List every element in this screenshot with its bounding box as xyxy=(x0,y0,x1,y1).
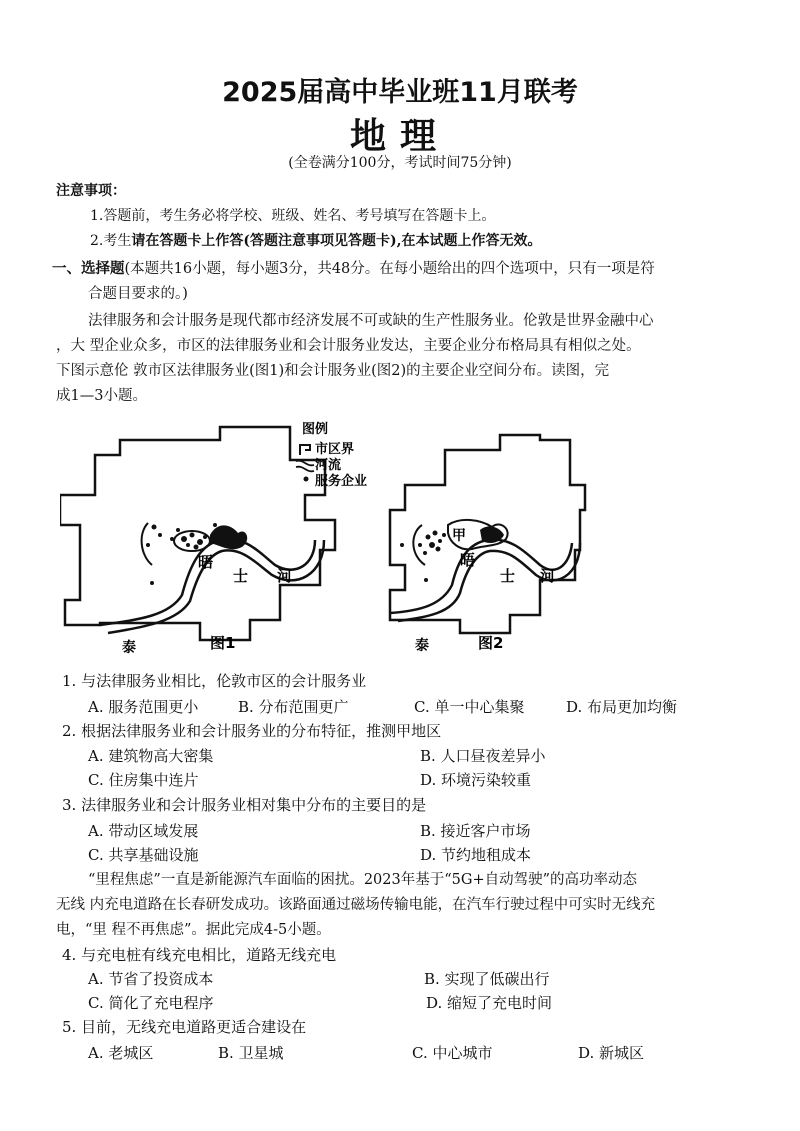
fig2-river-char-3: 河 xyxy=(540,567,556,585)
fig1-river-char-1: 晤 xyxy=(198,553,214,571)
legend-title: 图例 xyxy=(302,422,329,437)
london-map-figure xyxy=(60,415,750,655)
subject-title: 地理 xyxy=(349,116,450,157)
notice-heading: 注意事项： xyxy=(56,183,126,199)
notice-item-2-prefix: 2.考生 xyxy=(90,233,132,249)
fig2-region-label: 甲 xyxy=(452,528,466,544)
legend-river-label: 河流 xyxy=(315,458,342,473)
question-4-option-c: C. 简化了充电程序 xyxy=(88,994,214,1012)
question-4-option-d: D. 缩短了充电时间 xyxy=(426,994,553,1012)
section-1-heading: 一、选择题 xyxy=(52,261,125,277)
question-3-option-b: B. 接近客户市场 xyxy=(420,822,531,840)
question-1-option-d: D. 布局更加均衡 xyxy=(566,698,678,716)
passage-1-line-4: 成1—3小题。 xyxy=(56,388,147,404)
legend-boundary-symbol xyxy=(300,445,310,455)
section-1-instructions: (本题共16小题，每小题3分，共48分。在每小题给出的四个选项中，只有一项是符 xyxy=(124,261,655,277)
question-5-option-c: C. 中心城市 xyxy=(412,1044,493,1062)
question-5-option-d: D. 新城区 xyxy=(578,1044,645,1062)
fig2-river-char-2: 士 xyxy=(500,567,516,585)
fig1-enterprise-cluster xyxy=(142,523,248,585)
passage-1-line-2: ，大 型企业众多，市区的法律服务业和会计服务业发达，主要企业分布格局具有相似之处。 xyxy=(56,338,641,354)
legend-river-symbol xyxy=(296,461,314,472)
section-1-line-1 xyxy=(52,257,655,282)
question-4-option-b: B. 实现了低碳出行 xyxy=(424,970,550,988)
question-1-option-c: C. 单一中心集聚 xyxy=(414,698,525,716)
passage-2-line-1: “里程焦虑”一直是新能源汽车面临的困扰。2023年基于“5G+自动驾驶”的高功率动态 xyxy=(88,872,638,888)
question-2-option-b: B. 人口昼夜差异小 xyxy=(420,747,546,765)
notice-item-2 xyxy=(90,230,541,250)
legend-enterprise-label: 服务企业 xyxy=(315,474,368,489)
question-3-option-a: A. 带动区域发展 xyxy=(88,822,199,840)
fig1-city-boundary xyxy=(60,427,335,640)
question-3-option-d: D. 节约地租成本 xyxy=(420,846,532,864)
question-2-option-a: A. 建筑物高大密集 xyxy=(88,747,214,765)
notice-item-2-bold: 请在答题卡上作答(答题注意事项见答题卡),在本试题上作答无效。 xyxy=(131,233,542,249)
question-5-stem: 5. 目前，无线充电道路更适合建设在 xyxy=(62,1018,307,1036)
fig1-caption: 图1 xyxy=(210,634,236,652)
fig1-river-char-2: 士 xyxy=(233,567,249,585)
question-4-option-a: A. 节省了投资成本 xyxy=(88,970,214,988)
map-svg xyxy=(60,415,750,655)
question-1-option-b: B. 分布范围更广 xyxy=(238,698,349,716)
passage-2-line-2: 无线 内充电道路在长春研发成功。该路面通过磁场传输电能，在汽车行驶过程中可实时无线充 xyxy=(56,897,656,913)
question-3-stem: 3. 法律服务业和会计服务业相对集中分布的主要目的是 xyxy=(62,796,427,814)
question-1-option-a: A. 服务范围更小 xyxy=(88,698,199,716)
legend-boundary-label: 市区界 xyxy=(315,442,355,457)
question-3-option-c: C. 共享基础设施 xyxy=(88,846,199,864)
section-1-line-2: 合题目要求的。) xyxy=(88,286,188,302)
question-5-option-b: B. 卫星城 xyxy=(218,1044,284,1062)
legend-enterprise-symbol xyxy=(304,477,309,482)
question-5-option-a: A. 老城区 xyxy=(88,1044,154,1062)
fig2-river-char-4: 泰 xyxy=(415,638,429,654)
passage-1-line-3: 下图示意伦 敦市区法律服务业(图1)和会计服务业(图2)的主要企业空间分布。读图，完 xyxy=(56,363,610,379)
passage-1-line-1: 法律服务和会计服务是现代都市经济发展不可或缺的生产性服务业。伦敦是世界金融中心 xyxy=(88,313,654,329)
exam-title: 2025届高中毕业班11月联考 xyxy=(222,77,578,108)
question-2-option-d: D. 环境污染较重 xyxy=(420,771,532,789)
question-4-stem: 4. 与充电桩有线充电相比，道路无线充电 xyxy=(62,946,337,964)
notice-item-1: 1.答题前，考生务必将学校、班级、姓名、考号填写在答题卡上。 xyxy=(90,208,496,224)
question-1-stem: 1. 与法律服务业相比，伦敦市区的会计服务业 xyxy=(62,672,367,690)
question-2-option-c: C. 住房集中连片 xyxy=(88,771,199,789)
fig2-caption: 图2 xyxy=(478,634,504,652)
question-2-stem: 2. 根据法律服务业和会计服务业的分布特征，推测甲地区 xyxy=(62,722,442,740)
passage-2-line-3: 电，“里 程不再焦虑”。据此完成4-5小题。 xyxy=(56,922,331,938)
exam-info: (全卷满分100分，考试时间75分钟) xyxy=(288,155,512,171)
fig1-river-char-3: 河 xyxy=(277,567,293,585)
fig1-river-char-4: 泰 xyxy=(122,640,136,655)
fig2-river-char-1: 晤 xyxy=(460,551,476,569)
map-legend xyxy=(296,421,367,489)
